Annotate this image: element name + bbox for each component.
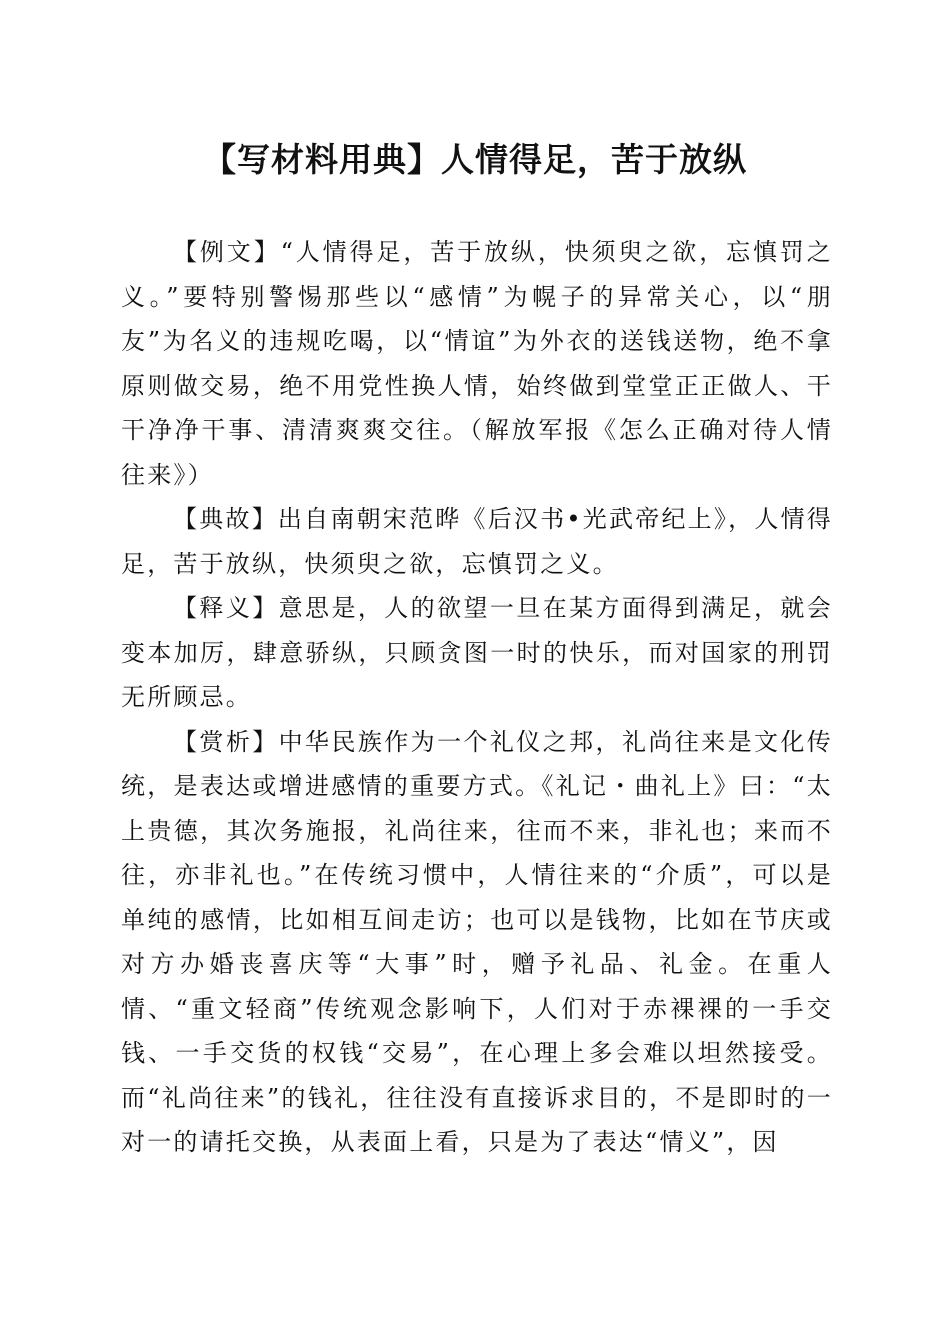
paragraph-allusion: 【典故】出自南朝宋范晔《后汉书•光武帝纪上》，人情得足，苦于放纵，快须臾之欲，忘慎罚之义。 bbox=[121, 505, 833, 578]
paragraph-example: 【例文】“人情得足，苦于放纵，快须臾之欲，忘慎罚之义。”要特别警惕那些以“感情”为幌子的异常关心，以“朋友”为名义的违规吃喝，以“情谊”为外衣的送钱送物，绝不拿原则做交易，绝不用党性换人情，始终做到堂堂正正做人、干干净净干事、清清爽爽交往。（解放军报《怎么正确对待人情往来》） bbox=[121, 238, 833, 489]
paragraph-appreciation: 【赏析】中华民族作为一个礼仪之邦，礼尚往来是文化传统，是表达或增进感情的重要方式。《礼记・曲礼上》曰：“太上贵德，其次务施报，礼尚往来，往而不来，非礼也；来而不往，亦非礼也。”在传统习惯中，人情往来的“介质”，可以是单纯的感情，比如相互间走访；也可以是钱物，比如在节庆或对方办婚丧喜庆等“大事”时，赠予礼品、礼金。在重人情、“重文轻商”传统观念影响下，人们对于赤裸裸的一手交钱、一手交货的权钱“交易”，在心理上多会难以坦然接受。而“礼尚往来”的钱礼，往往没有直接诉求目的，不是即时的一对一的请托交换，从表面上看，只是为了表达“情义”，因 bbox=[121, 727, 833, 1156]
document-body bbox=[121, 230, 833, 1165]
paragraph-meaning: 【释义】意思是，人的欲望一旦在某方面得到满足，就会变本加厉，肆意骄纵，只顾贪图一时的快乐，而对国家的刑罚无所顾忌。 bbox=[121, 594, 833, 711]
document-title: 【写材料用典】人情得足，苦于放纵 bbox=[203, 140, 747, 179]
